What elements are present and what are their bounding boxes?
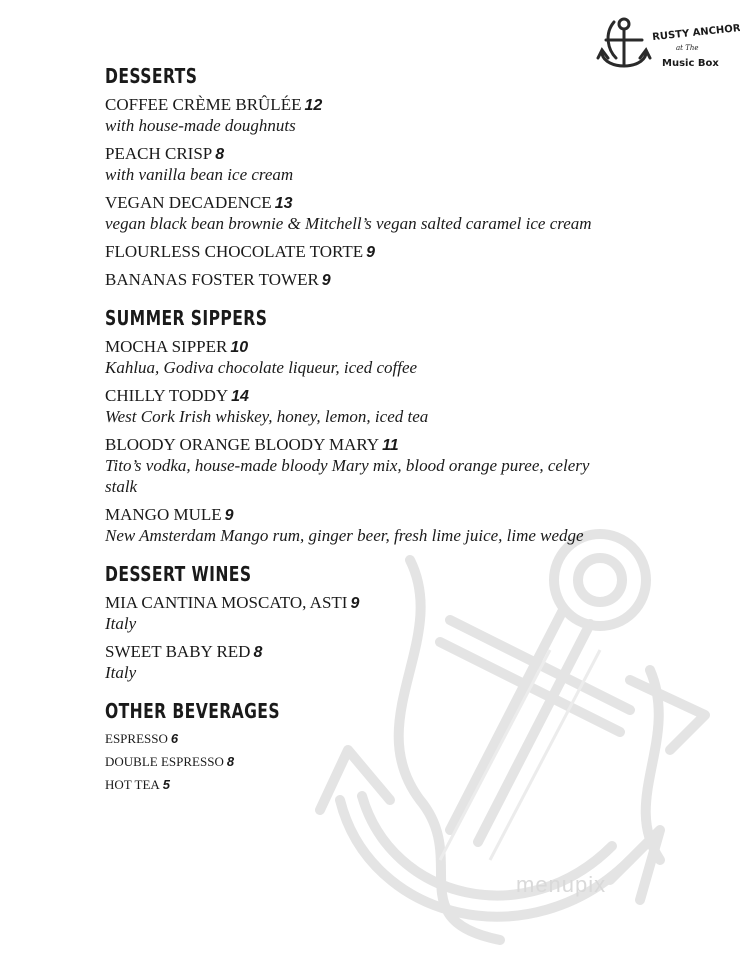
- item-name: SWEET BABY RED: [105, 642, 251, 661]
- menu-item: [105, 752, 625, 771]
- menu-item: [105, 241, 625, 262]
- menu-item: [105, 143, 625, 185]
- item-description: with vanilla bean ice cream: [105, 165, 294, 184]
- item-name: VEGAN DECADENCE: [105, 193, 272, 212]
- menu-item: [105, 336, 625, 378]
- section-title: SUMMER SIPPERS: [105, 306, 268, 330]
- item-price: 8: [215, 146, 225, 163]
- item-price: 9: [224, 507, 234, 524]
- item-description: Kahlua, Godiva chocolate liqueur, iced coffee: [105, 358, 418, 377]
- item-name: MIA CANTINA MOSCATO, ASTI: [105, 593, 348, 612]
- logo-line-1: RUSTY ANCHOR: [651, 22, 740, 44]
- item-price: 9: [366, 244, 376, 261]
- item-description: Italy: [105, 663, 137, 682]
- menu: [105, 62, 625, 808]
- item-price: 9: [321, 272, 331, 289]
- item-description: New Amsterdam Mango rum, ginger beer, fresh lime juice, lime wedge: [105, 526, 584, 545]
- item-name: FLOURLESS CHOCOLATE TORTE: [105, 242, 364, 261]
- menu-item: [105, 592, 625, 634]
- item-name: CHILLY TODDY: [105, 386, 229, 405]
- item-name: MANGO MULE: [105, 505, 222, 524]
- menu-item: [105, 269, 625, 290]
- section-title: OTHER BEVERAGES: [105, 699, 280, 723]
- item-price: 8: [253, 644, 263, 661]
- item-name: DOUBLE ESPRESSO: [105, 754, 224, 769]
- item-price: 12: [304, 97, 323, 114]
- item-price: 14: [231, 388, 249, 405]
- logo-line-2: at The: [676, 44, 699, 52]
- item-name: COFFEE CRÈME BRÛLÉE: [105, 95, 302, 114]
- menu-item: [105, 385, 625, 427]
- menu-item: [105, 94, 625, 136]
- item-price: 6: [170, 731, 179, 746]
- menu-item: [105, 434, 625, 497]
- item-name: MOCHA SIPPER: [105, 337, 228, 356]
- item-description: Italy: [105, 614, 137, 633]
- section-dessert-wines: [105, 560, 625, 683]
- item-name: PEACH CRISP: [105, 144, 213, 163]
- section-title: DESSERT WINES: [105, 562, 252, 586]
- item-price: 10: [230, 339, 249, 356]
- item-description: vegan black bean brownie & Mitchell’s vegan salted caramel ice cream: [105, 214, 592, 233]
- menu-item: [105, 641, 625, 683]
- menu-item: [105, 729, 625, 748]
- item-name: ESPRESSO: [105, 731, 168, 746]
- item-price: 13: [274, 195, 293, 212]
- section-desserts: [105, 62, 625, 290]
- menupix-watermark: menupix: [516, 872, 607, 897]
- item-name: BANANAS FOSTER TOWER: [105, 270, 319, 289]
- menu-item: [105, 775, 625, 794]
- logo-line-3: Music Box: [662, 58, 719, 69]
- section-other-beverages: [105, 697, 625, 794]
- item-price: 11: [382, 437, 399, 454]
- item-description: Tito’s vodka, house-made bloody Mary mix, blood orange puree, celery stalk: [105, 456, 590, 496]
- section-title: DESSERTS: [105, 64, 198, 88]
- menu-item: [105, 192, 625, 234]
- item-price: 8: [226, 754, 235, 769]
- section-summer-sippers: [105, 304, 625, 546]
- item-price: 5: [162, 777, 171, 792]
- item-name: BLOODY ORANGE BLOODY MARY: [105, 435, 380, 454]
- item-price: 9: [350, 595, 360, 612]
- item-name: HOT TEA: [105, 777, 160, 792]
- item-description: with house-made doughnuts: [105, 116, 296, 135]
- item-description: West Cork Irish whiskey, honey, lemon, iced tea: [105, 407, 429, 426]
- menu-item: [105, 504, 625, 546]
